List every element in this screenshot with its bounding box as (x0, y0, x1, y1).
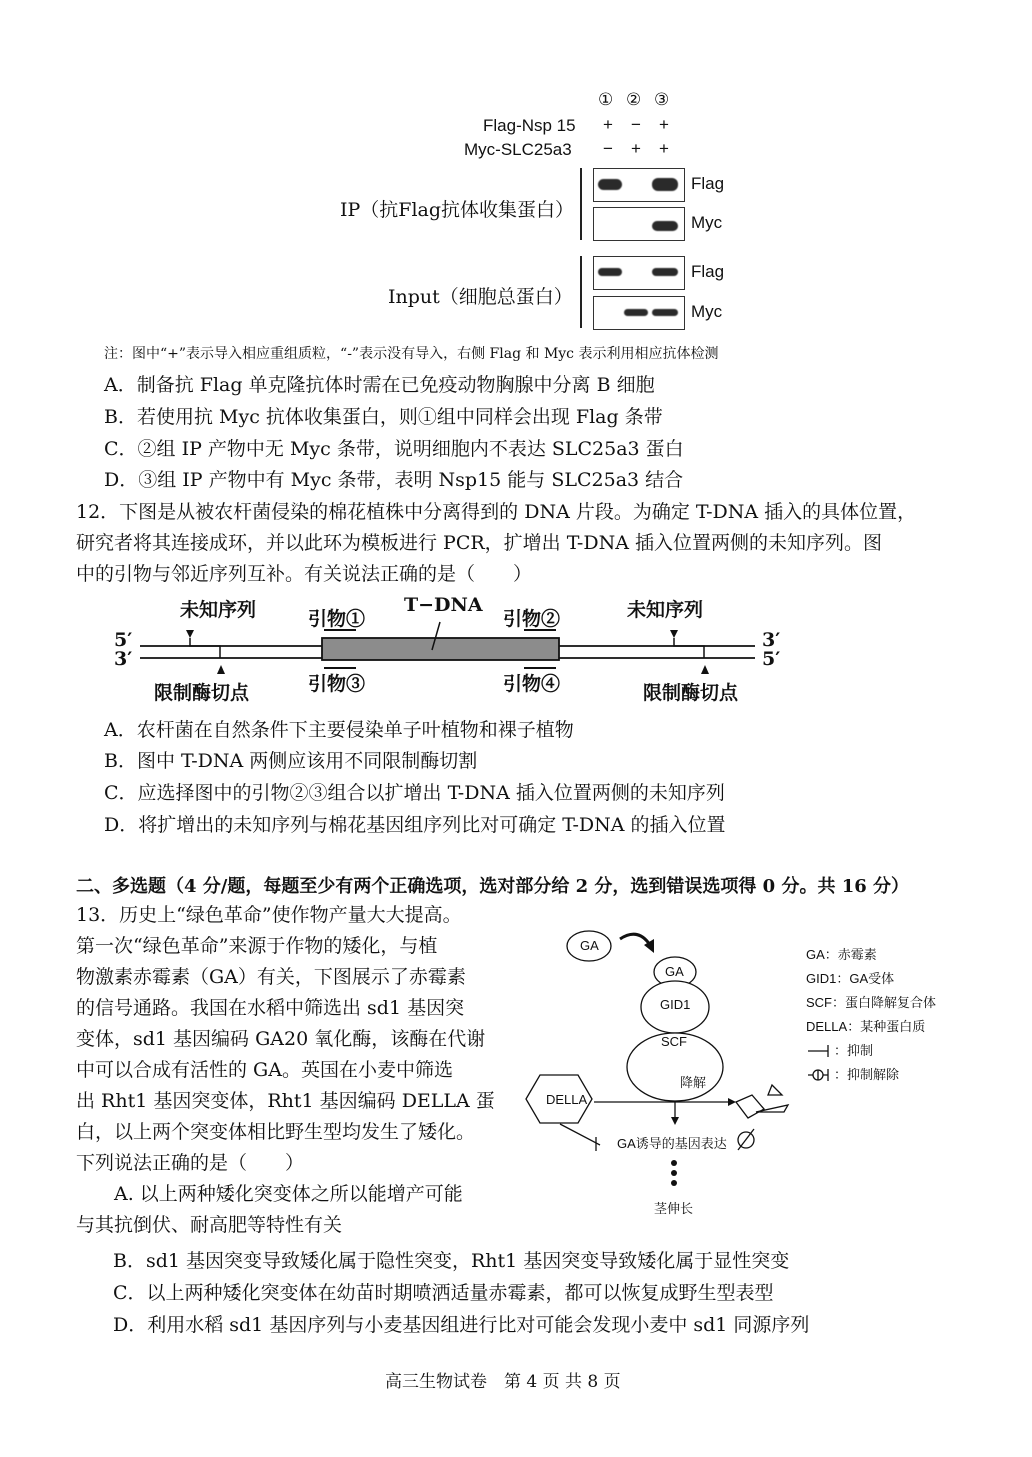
ip-label: IP（抗Flag抗体收集蛋白） (340, 199, 575, 221)
lane-label: ② (626, 90, 642, 109)
label-primer3: 引物③ (308, 673, 366, 695)
strand-end: 5′ (114, 629, 133, 651)
lane-label: ③ (654, 90, 670, 109)
q11-option-b: B．若使用抗 Myc 抗体收集蛋白，则①组中同样会出现 Flag 条带 (104, 406, 663, 428)
label-cut-left: 限制酶切点 (154, 682, 250, 704)
legend-item: DELLA：某种蛋白质 (806, 1019, 926, 1034)
legend-item: GA：赤霉素 (806, 947, 877, 962)
inhibit-icon (806, 1044, 834, 1058)
q13-stem-line: 的信号通路。我国在水稻中筛选出 sd1 基因突 (76, 997, 465, 1019)
q11-option-a: A．制备抗 Flag 单克隆抗体时需在已免疫动物胸腺中分离 B 细胞 (104, 374, 655, 396)
strand-end: 5′ (762, 648, 781, 670)
dot (671, 1170, 677, 1176)
q13-stem-line: 白，以上两个突变体相比野生型均发生了矮化。 (76, 1121, 476, 1143)
band (652, 221, 678, 231)
sign: + (603, 115, 613, 134)
diagram-legend (806, 943, 936, 1087)
q13-option-c: C．以上两种矮化突变体在幼苗时期喷洒适量赤霉素，都可以恢复成野生型表型 (113, 1282, 774, 1304)
q12-option-c: C．应选择图中的引物②③组合以扩增出 T-DNA 插入位置两侧的未知序列 (104, 782, 725, 804)
label-degrade: 降解 (680, 1075, 707, 1090)
label-unknown-left: 未知序列 (180, 599, 257, 621)
label-primer4: 引物④ (503, 673, 561, 695)
figure-note: 注：图中“+”表示导入相应重组质粒，“-”表示没有导入，右侧 Flag 和 Myc 表示利用相应抗体检测 (104, 346, 719, 362)
q11-option-d: D．③组 IP 产物中有 Myc 条带，表明 Nsp15 能与 SLC25a3 结合 (104, 469, 684, 491)
sign: + (631, 139, 641, 158)
relieve-inhibition-icon (806, 1068, 834, 1082)
sign: + (659, 139, 669, 158)
q13-option-a-line: 与其抗倒伏、耐高肥等特性有关 (76, 1214, 343, 1236)
label-unknown-right: 未知序列 (627, 599, 704, 621)
page-footer: 高三生物试卷 第 4 页 共 8 页 (385, 1372, 621, 1392)
blot-ip-myc (593, 207, 685, 241)
q13-stem-line: 13．历史上“绿色革命”使作物产量大大提高。 (76, 904, 462, 926)
legend-label: ：抑制 (834, 1043, 874, 1058)
blot-label: Flag (691, 262, 725, 281)
lane-label: ① (598, 90, 614, 109)
blot-label: Myc (691, 213, 723, 232)
q12-option-b: B．图中 T-DNA 两侧应该用不同限制酶切割 (104, 750, 478, 772)
label-cut-right: 限制酶切点 (643, 682, 739, 704)
dot (671, 1160, 677, 1166)
legend-item-inhibit (806, 1039, 936, 1063)
strand-end: 3′ (114, 648, 133, 670)
label-primer1: 引物① (308, 608, 366, 630)
q11-option-c: C．②组 IP 产物中无 Myc 条带，说明细胞内不表达 SLC25a3 蛋白 (104, 438, 684, 460)
label-primer2: 引物② (503, 608, 561, 630)
band (652, 178, 678, 191)
band (652, 309, 678, 316)
legend-item: GID1：GA受体 (806, 971, 895, 986)
q13-stem-line: 下列说法正确的是（ ） (76, 1152, 305, 1174)
q12-option-d: D．将扩增出的未知序列与棉花基因组序列比对可确定 T-DNA 的插入位置 (104, 814, 726, 836)
bracket (580, 168, 582, 240)
input-label: Input（细胞总蛋白） (388, 286, 573, 308)
sign: − (631, 115, 641, 134)
section-heading: 二、多选题（4 分/题，每题至少有两个正确选项，选对部分给 2 分，选到错误选项得 0 分。共 16 分） (76, 876, 910, 897)
band (598, 268, 622, 276)
q13-option-a-line: A. 以上两种矮化突变体之所以能增产可能 (76, 1183, 463, 1205)
blot-label: Myc (691, 302, 723, 321)
q12-option-a: A．农杆菌在自然条件下主要侵染单子叶植物和裸子植物 (104, 719, 574, 741)
band (624, 309, 648, 316)
blot-ip-flag (593, 168, 685, 202)
band (598, 179, 622, 190)
ellipsis-dots (671, 1160, 677, 1188)
q13-stem-line: 物激素赤霉素（GA）有关，下图展示了赤霉素 (76, 966, 466, 988)
blot-input-myc (593, 296, 685, 330)
q13-stem-line: 变体，sd1 基因编码 GA20 氧化酶，该酶在代谢 (76, 1028, 486, 1050)
label-stem-elongation: 茎伸长 (654, 1201, 694, 1216)
node-ga-bound: GA (665, 964, 684, 979)
q13-stem (76, 900, 495, 1241)
q13-stem-line: 第一次“绿色革命”来源于作物的矮化，与植 (76, 935, 438, 957)
legend-label: ：抑制解除 (834, 1067, 900, 1082)
sign: − (603, 139, 613, 158)
band (652, 268, 678, 276)
sign: + (659, 115, 669, 134)
node-scf: SCF (661, 1034, 687, 1049)
node-ga: GA (580, 938, 599, 953)
q13-option-d: D．利用水稻 sd1 基因序列与小麦基因组进行比对可能会发现小麦中 sd1 同源序列 (113, 1314, 810, 1336)
q13-stem-line: 出 Rht1 基因突变体，Rht1 基因编码 DELLA 蛋 (76, 1090, 495, 1112)
row-label-myc-slc25a3: Myc-SLC25a3 (464, 140, 572, 159)
blot-label: Flag (691, 174, 725, 193)
label-gene-expression: GA诱导的基因表达 (617, 1136, 727, 1151)
node-gid1: GID1 (660, 997, 691, 1012)
node-della: DELLA (546, 1092, 588, 1107)
q12-stem-line: 中的引物与邻近序列互补。有关说法正确的是（ ） (76, 563, 533, 585)
q13-option-b: B．sd1 基因突变导致矮化属于隐性突变，Rht1 基因突变导致矮化属于显性突变 (113, 1250, 790, 1272)
dot (671, 1180, 677, 1186)
label-tdna: T−DNA (404, 594, 483, 616)
legend-item-relieve (806, 1063, 936, 1087)
q13-stem-line: 中可以合成有活性的 GA。英国在小麦中筛选 (76, 1059, 453, 1081)
legend-item: SCF：蛋白降解复合体 (806, 995, 937, 1010)
strand-end: 3′ (762, 629, 781, 651)
q12-stem-line: 研究者将其连接成环，并以此环为模板进行 PCR，扩增出 T-DNA 插入位置两侧的未知序列。图 (76, 532, 882, 554)
blot-input-flag (593, 256, 685, 290)
bracket (580, 256, 582, 328)
row-label-flag-nsp15: Flag-Nsp 15 (483, 116, 576, 135)
q12-stem-line: 12．下图是从被农杆菌侵染的棉花植株中分离得到的 DNA 片段。为确定 T-DNA 插入的具体位置， (76, 501, 917, 523)
